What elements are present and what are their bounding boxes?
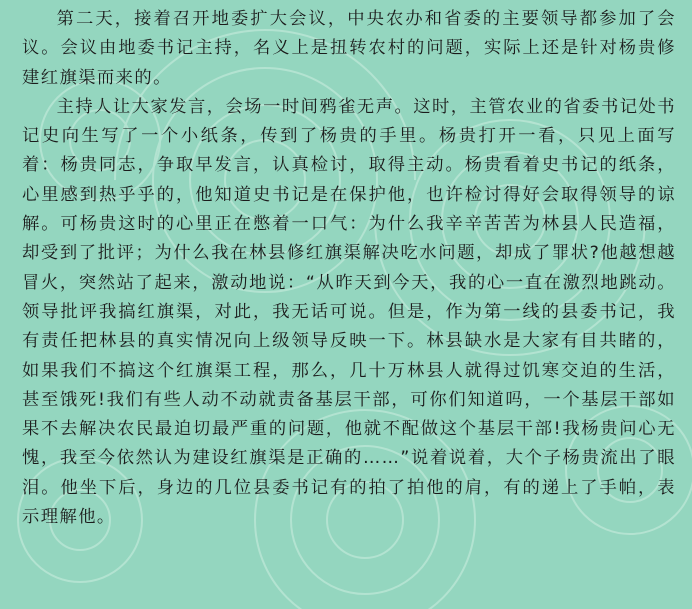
article-paragraph-1: 第二天，接着召开地委扩大会议，中央农办和省委的主要领导都参加了会议。会议由地委书记主持，名义上是扭转农村的问题，实际上还是针对杨贵修建红旗渠而来的。 <box>22 9 676 88</box>
article-paragraph-2: 主持人让大家发言，会场一时间鸦雀无声。这时，主管农业的省委书记处书记史向生写了一个小纸条，传到了杨贵的手里。杨贵打开一看，只见上面写着：杨贵同志，争取早发言，认真检讨，取得主动。杨贵看着史书记的纸条，心里感到热乎乎的，他知道史书记是在保护他，也许检讨得好会取得领导的谅解。可杨贵这时的心里正在憋着一口气：为什么我辛辛苦苦为林县人民造福，却受到了批评；为什么我在林县修红旗渠解决吃水问题，却成了罪状?他越想越冒火，突然站了起来，激动地说：“从昨天到今天，我的心一直在激烈地跳动。领导批评我搞红旗渠，对此，我无话可说。但是，作为第一线的县委书记，我有责任把林县的真实情况向上级领导反映一下。林县缺水是大家有目共睹的，如果我们不搞这个红旗渠工程，那么，几十万林县人就得过饥寒交迫的生活，甚至饿死!我们有些人动不动就责备基层干部，可你们知道吗，一个基层干部如果不去解决农民最迫切最严重的问题，他就不配做这个基层干部!我杨贵问心无愧，我至今依然认为建设红旗渠是正确的……”说着说着，大个子杨贵流出了眼泪。他坐下后，身边的几位县委书记有的拍了拍他的肩，有的递上了手帕，表示理解他。 <box>22 96 676 528</box>
